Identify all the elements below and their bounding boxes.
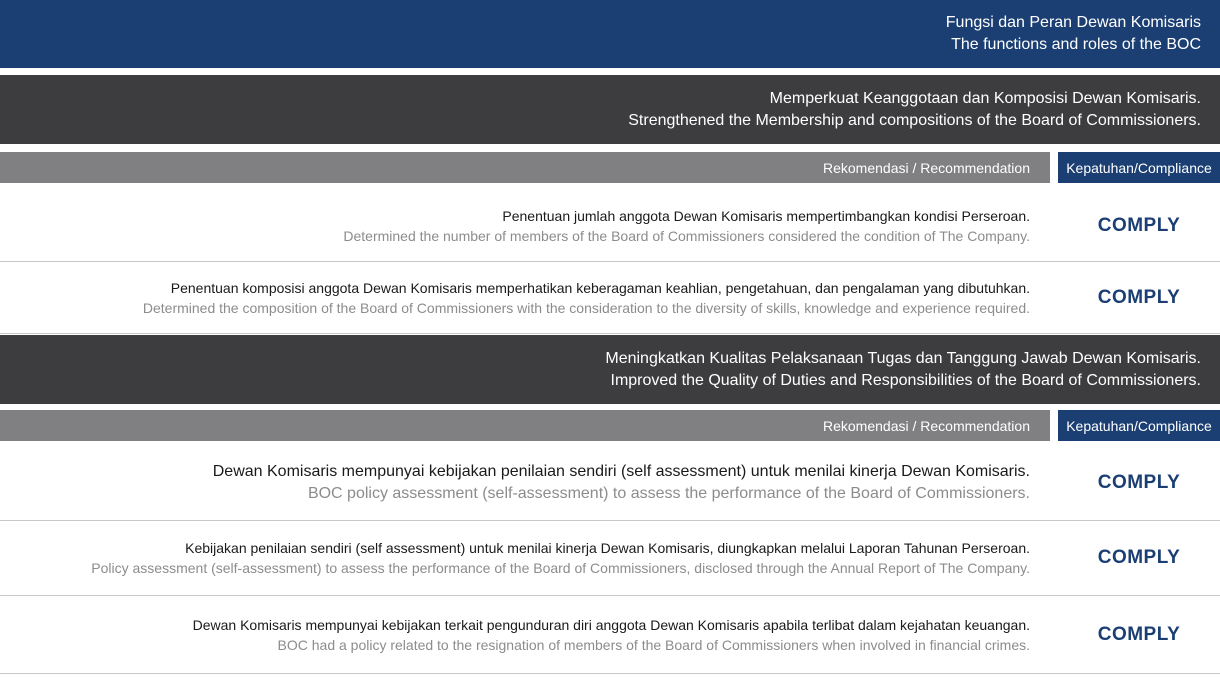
row-text-id: Penentuan jumlah anggota Dewan Komisaris mempertimbangkan kondisi Perseroan. [502,207,1030,224]
table-row [0,262,1220,334]
row-text-en: Determined the number of members of the Board of Commissioners considered the condition of The Company. [343,227,1030,244]
section-2-recommendation-header: Rekomendasi / Recommendation [0,410,1050,441]
row-text [343,206,1030,246]
section-1-title-id: Memperkuat Keanggotaan dan Komposisi Dewan Komisaris. [769,89,1201,107]
table-row [0,445,1220,521]
section-1-recommendation-header: Rekomendasi / Recommendation [0,152,1050,183]
header-title-en: The functions and roles of the BOC [951,36,1201,53]
compliance-status: COMPLY [1097,471,1181,493]
section-2-title-en: Improved the Quality of Duties and Responsibilities of the Board of Commissioners. [610,371,1201,389]
row-text-en: Policy assessment (self-assessment) to assess the performance of the Board of Commissioners, disclosed through the Annual Report of The Company. [91,560,1030,576]
section-2-title-id: Meningkatkan Kualitas Pelaksanaan Tugas dan Tanggung Jawab Dewan Komisaris. [605,349,1201,367]
row-text-id: Kebijakan penilaian sendiri (self assessment) untuk menilai kinerja Dewan Komisaris, diungkapkan melalui Laporan Tahunan Perseroan. [185,540,1030,556]
section-1-title-en: Strengthened the Membership and compositions of the Board of Commissioners. [628,111,1201,129]
row-text-id: Penentuan komposisi anggota Dewan Komisaris memperhatikan keberagaman keahlian, pengetahuan, dan pengalaman yang dibutuhkan. [170,279,1030,296]
table-row [0,190,1220,262]
page-header [0,0,1220,68]
section-1-compliance-header: Kepatuhan/Compliance [1058,152,1220,183]
compliance-status: COMPLY [1097,623,1181,645]
table-row [0,596,1220,674]
row-text-id: Dewan Komisaris mempunyai kebijakan terkait pengunduran diri anggota Dewan Komisaris apabila terlibat dalam kejahatan keuangan. [192,616,1030,633]
compliance-status: COMPLY [1097,214,1181,236]
row-text [143,278,1030,318]
section-2-title [0,335,1220,404]
compliance-status: COMPLY [1097,286,1181,308]
row-text-id: Dewan Komisaris mempunyai kebijakan penilaian sendiri (self assessment) untuk menilai kinerja Dewan Komisaris. [212,462,1030,480]
row-text-en: Determined the composition of the Board of Commissioners with the consideration to the diversity of skills, knowledge and experience required. [142,299,1030,316]
row-text-en: BOC had a policy related to the resignation of members of the Board of Commissioners when involved in financial crimes. [277,636,1030,653]
row-text-en: BOC policy assessment (self-assessment) to assess the performance of the Board of Commissioners. [307,484,1030,502]
row-text [193,615,1030,655]
section-1-title [0,75,1220,144]
section-2-compliance-header: Kepatuhan/Compliance [1058,410,1220,441]
row-text [213,461,1030,505]
row-text [91,538,1030,578]
compliance-status: COMPLY [1097,547,1181,568]
table-row [0,521,1220,596]
header-title-id: Fungsi dan Peran Dewan Komisaris [945,14,1201,31]
